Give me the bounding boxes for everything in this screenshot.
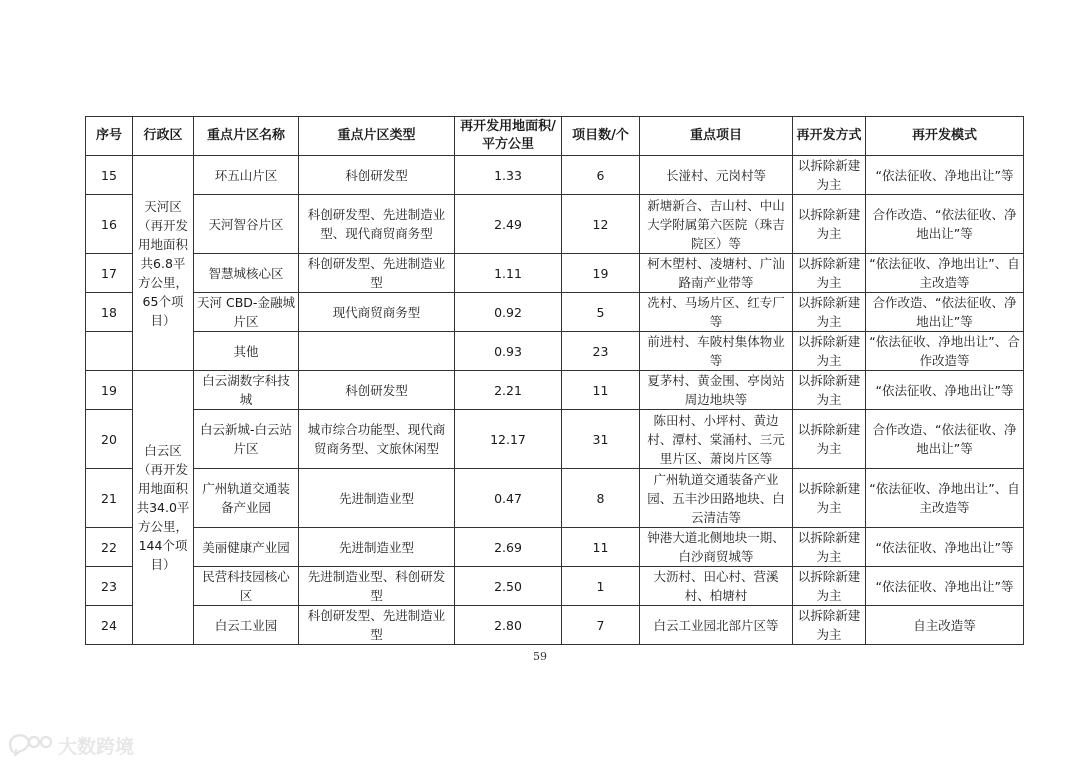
cell-project-count: 11	[562, 528, 640, 567]
table-row	[86, 195, 1024, 254]
table-row	[86, 606, 1024, 645]
cell-method: 以拆除新建为主	[793, 293, 866, 332]
cell-area-type: 科创研发型、先进制造业型	[299, 606, 455, 645]
cell-mode: 合作改造、“依法征收、净地出让”等	[866, 293, 1024, 332]
table-row	[86, 528, 1024, 567]
cell-seq: 19	[86, 371, 133, 410]
cell-area-name: 天河 CBD-金融城片区	[194, 293, 299, 332]
cell-method: 以拆除新建为主	[793, 567, 866, 606]
cell-area-type: 城市综合功能型、现代商贸商务型、文旅休闲型	[299, 410, 455, 469]
cell-method: 以拆除新建为主	[793, 156, 866, 195]
cell-project-count: 11	[562, 371, 640, 410]
cell-method: 以拆除新建为主	[793, 528, 866, 567]
header-seq: 序号	[86, 117, 133, 156]
cell-area-type: 科创研发型、先进制造业型、现代商贸商务型	[299, 195, 455, 254]
cell-key-projects: 广州轨道交通装备产业园、五丰沙田路地块、白云清洁等	[640, 469, 793, 528]
header-mode: 再开发模式	[866, 117, 1024, 156]
cell-land-area: 0.47	[455, 469, 562, 528]
cell-land-area: 1.11	[455, 254, 562, 293]
cell-project-count: 5	[562, 293, 640, 332]
watermark	[8, 731, 134, 759]
cell-area-type: 现代商贸商务型	[299, 293, 455, 332]
header-method: 再开发方式	[793, 117, 866, 156]
cell-land-area: 2.69	[455, 528, 562, 567]
cell-area-type: 科创研发型、先进制造业型	[299, 254, 455, 293]
cell-key-projects: 新塘新合、吉山村、中山大学附属第六医院（珠吉院区）等	[640, 195, 793, 254]
cell-seq: 23	[86, 567, 133, 606]
cell-mode: 自主改造等	[866, 606, 1024, 645]
chat-bubble-logo-icon	[8, 732, 54, 758]
cell-project-count: 7	[562, 606, 640, 645]
table-header-row	[86, 117, 1024, 156]
cell-area-type: 先进制造业型	[299, 469, 455, 528]
cell-project-count: 31	[562, 410, 640, 469]
cell-mode: “依法征收、净地出让”等	[866, 528, 1024, 567]
cell-land-area: 0.93	[455, 332, 562, 371]
page-number: 59	[533, 650, 547, 663]
cell-project-count: 12	[562, 195, 640, 254]
cell-area-type: 先进制造业型、科创研发型	[299, 567, 455, 606]
cell-seq: 17	[86, 254, 133, 293]
cell-land-area: 2.49	[455, 195, 562, 254]
cell-key-projects: 大沥村、田心村、营溪村、柏塘村	[640, 567, 793, 606]
table-row	[86, 469, 1024, 528]
header-area-name: 重点片区名称	[194, 117, 299, 156]
cell-area-name: 白云湖数字科技城	[194, 371, 299, 410]
cell-area-name: 环五山片区	[194, 156, 299, 195]
table-row	[86, 293, 1024, 332]
cell-district-tianhe: 天河区（再开发用地面积共6.8平方公里，65个项目）	[133, 156, 194, 371]
cell-mode: “依法征收、净地出让”等	[866, 156, 1024, 195]
cell-land-area: 1.33	[455, 156, 562, 195]
renewal-areas-table	[85, 116, 1024, 645]
cell-area-type: 科创研发型	[299, 156, 455, 195]
cell-mode: 合作改造、“依法征收、净地出让”等	[866, 195, 1024, 254]
cell-method: 以拆除新建为主	[793, 195, 866, 254]
cell-seq	[86, 332, 133, 371]
cell-area-name: 民营科技园核心区	[194, 567, 299, 606]
cell-area-name: 广州轨道交通装备产业园	[194, 469, 299, 528]
cell-project-count: 23	[562, 332, 640, 371]
cell-land-area: 0.92	[455, 293, 562, 332]
table-row	[86, 254, 1024, 293]
cell-area-name: 其他	[194, 332, 299, 371]
cell-seq: 21	[86, 469, 133, 528]
cell-project-count: 1	[562, 567, 640, 606]
header-area-type: 重点片区类型	[299, 117, 455, 156]
cell-key-projects: 钟港大道北侧地块一期、白沙商贸城等	[640, 528, 793, 567]
cell-mode: “依法征收、净地出让”、自主改造等	[866, 469, 1024, 528]
cell-area-name: 白云新城-白云站片区	[194, 410, 299, 469]
cell-area-name: 天河智谷片区	[194, 195, 299, 254]
cell-key-projects: 夏茅村、黄金围、亭岗站周边地块等	[640, 371, 793, 410]
cell-mode: “依法征收、净地出让”等	[866, 567, 1024, 606]
cell-seq: 24	[86, 606, 133, 645]
cell-land-area: 2.80	[455, 606, 562, 645]
header-key-projects: 重点项目	[640, 117, 793, 156]
cell-key-projects: 前进村、车陂村集体物业等	[640, 332, 793, 371]
table-row	[86, 567, 1024, 606]
cell-area-type	[299, 332, 455, 371]
table-row	[86, 410, 1024, 469]
cell-method: 以拆除新建为主	[793, 254, 866, 293]
cell-mode: 合作改造、“依法征收、净地出让”等	[866, 410, 1024, 469]
cell-area-name: 白云工业园	[194, 606, 299, 645]
cell-district-baiyun: 白云区（再开发用地面积共34.0平方公里，144个项目）	[133, 371, 194, 645]
cell-seq: 16	[86, 195, 133, 254]
cell-area-type: 先进制造业型	[299, 528, 455, 567]
cell-key-projects: 长湴村、元岗村等	[640, 156, 793, 195]
cell-project-count: 19	[562, 254, 640, 293]
cell-seq: 20	[86, 410, 133, 469]
cell-land-area: 12.17	[455, 410, 562, 469]
cell-method: 以拆除新建为主	[793, 606, 866, 645]
header-project-count: 项目数/个	[562, 117, 640, 156]
watermark-text: 大数跨境	[58, 735, 135, 758]
cell-method: 以拆除新建为主	[793, 469, 866, 528]
cell-key-projects: 冼村、马场片区、红专厂等	[640, 293, 793, 332]
cell-mode: “依法征收、净地出让”等	[866, 371, 1024, 410]
cell-mode: “依法征收、净地出让”、自主改造等	[866, 254, 1024, 293]
table-row	[86, 156, 1024, 195]
cell-land-area: 2.21	[455, 371, 562, 410]
cell-project-count: 8	[562, 469, 640, 528]
cell-area-type: 科创研发型	[299, 371, 455, 410]
cell-key-projects: 陈田村、小坪村、黄边村、潭村、棠涌村、三元里片区、萧岗片区等	[640, 410, 793, 469]
cell-method: 以拆除新建为主	[793, 371, 866, 410]
table-row	[86, 371, 1024, 410]
cell-land-area: 2.50	[455, 567, 562, 606]
cell-area-name: 智慧城核心区	[194, 254, 299, 293]
header-land-area: 再开发用地面积/平方公里	[455, 117, 562, 156]
cell-seq: 18	[86, 293, 133, 332]
cell-mode: “依法征收、净地出让”、合作改造等	[866, 332, 1024, 371]
cell-project-count: 6	[562, 156, 640, 195]
cell-area-name: 美丽健康产业园	[194, 528, 299, 567]
cell-key-projects: 白云工业园北部片区等	[640, 606, 793, 645]
cell-seq: 15	[86, 156, 133, 195]
cell-key-projects: 柯木塱村、凌塘村、广汕路南产业带等	[640, 254, 793, 293]
cell-method: 以拆除新建为主	[793, 410, 866, 469]
header-district: 行政区	[133, 117, 194, 156]
cell-seq: 22	[86, 528, 133, 567]
table-row	[86, 332, 1024, 371]
cell-method: 以拆除新建为主	[793, 332, 866, 371]
